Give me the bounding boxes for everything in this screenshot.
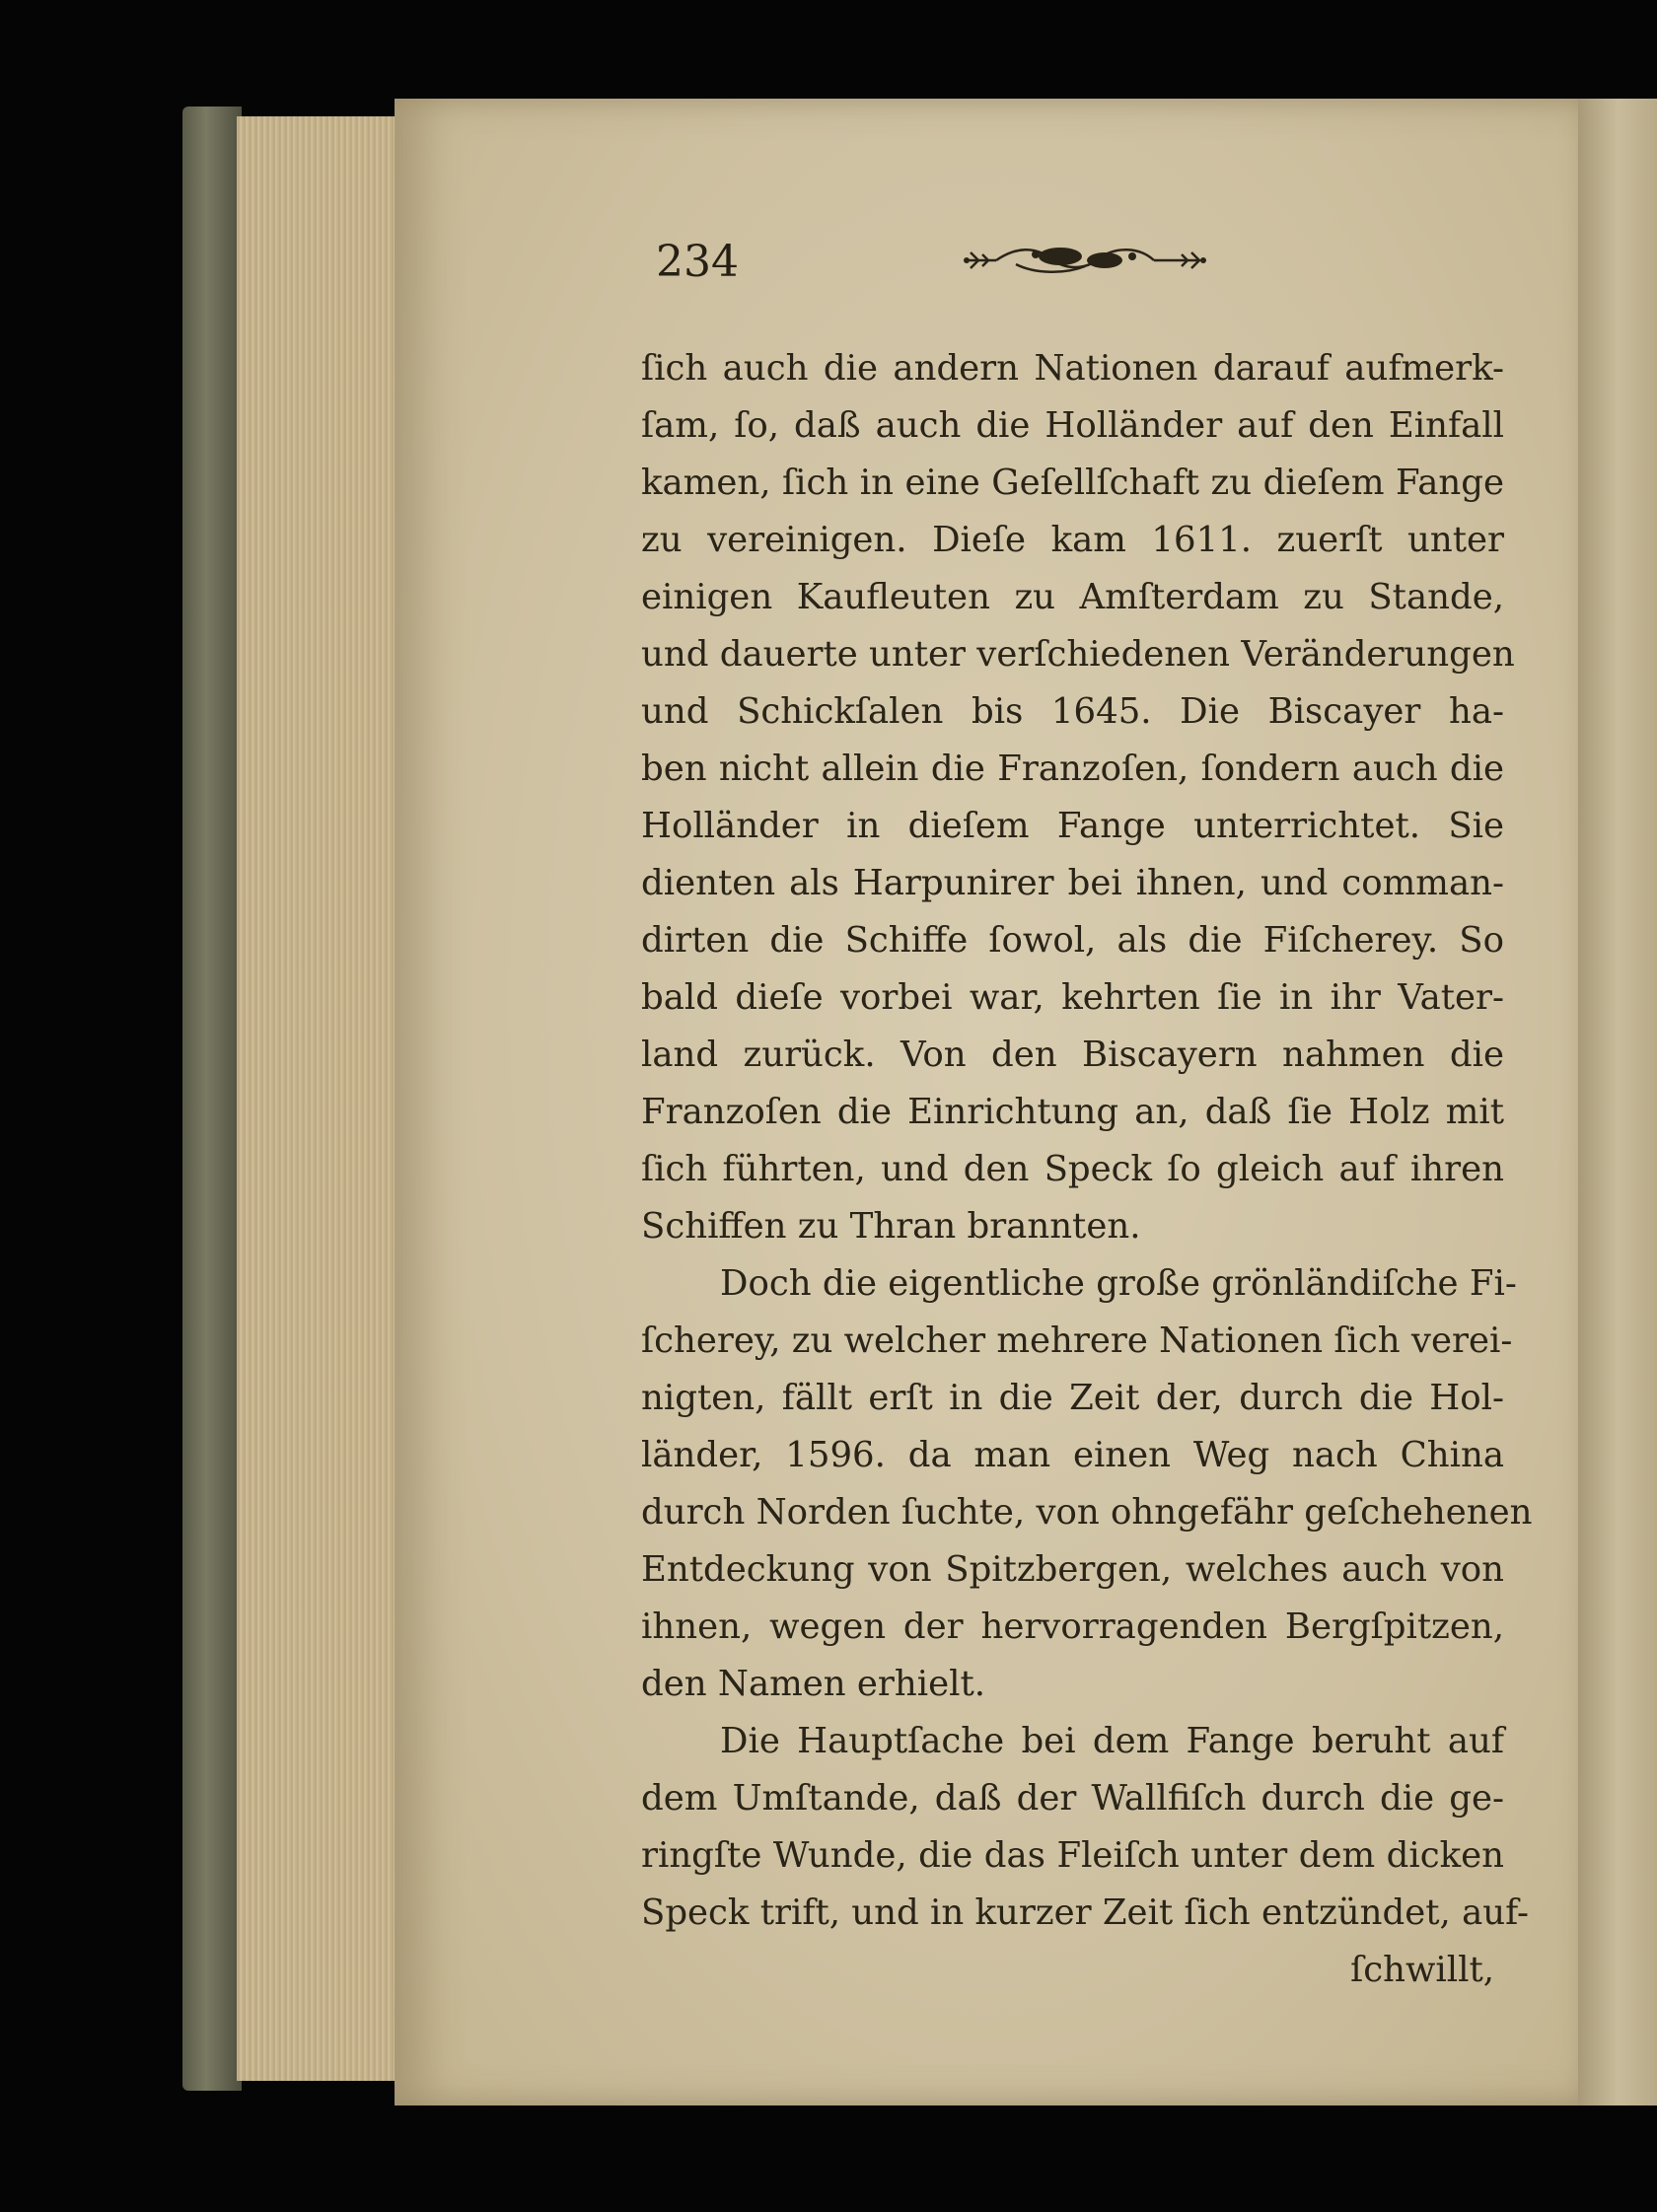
text-line: Holländer in dieſem Fange unterrichtet. Sie (641, 806, 1504, 846)
book-cover-edge (182, 107, 242, 2091)
text-line: dem Umſtande, daß der Wallfiſch durch die ge- (641, 1778, 1504, 1819)
page-header (656, 237, 1228, 296)
text-line: und dauerte unter verſchiedenen Veränderungen (641, 634, 1515, 675)
text-line: durch Norden ſuchte, von ohngefähr geſchehenen (641, 1492, 1533, 1533)
header-ornament-icon (957, 239, 1213, 282)
page-number: 234 (656, 237, 739, 287)
text-line: nigten, fällt erſt in die Zeit der, durch die Hol- (641, 1378, 1504, 1418)
text-line: und Schickſalen bis 1645. Die Biscayer ha- (641, 691, 1504, 732)
facing-page-edge (1578, 99, 1657, 2105)
text-line: ſich führten, und den Speck ſo gleich auf ihren (641, 1149, 1504, 1189)
text-line: ben nicht allein die Franzoſen, ſondern auch die (641, 749, 1504, 789)
text-line: ihnen, wegen der hervorragenden Bergſpitzen, (641, 1606, 1504, 1647)
text-line: ſcherey, zu welcher mehrere Nationen ſich verei- (641, 1320, 1513, 1361)
text-line: Doch die eigentliche große grönländiſche Fi- (720, 1263, 1517, 1304)
text-line: einigen Kaufleuten zu Amſterdam zu Stande, (641, 577, 1504, 617)
text-line: zu vereinigen. Dieſe kam 1611. zuerſt unter (641, 520, 1504, 560)
text-line: Schiffen zu Thran brannten. (641, 1206, 1141, 1247)
text-line: ringſte Wunde, die das Fleiſch unter dem dicken (641, 1835, 1504, 1876)
text-line: Speck trift, und in kurzer Zeit ſich entzündet, auf- (641, 1892, 1529, 1933)
text-line: ſich auch die andern Nationen darauf aufmerk- (641, 348, 1504, 389)
text-line: den Namen erhielt. (641, 1664, 986, 1704)
text-line: dirten die Schiffe ſowol, als die Fiſcherey. So (641, 920, 1504, 961)
text-line: dienten als Harpunirer bei ihnen, und comman- (641, 863, 1504, 903)
text-line: kamen, ſich in eine Geſellſchaft zu dieſem Fange (641, 463, 1504, 503)
text-line: ſam, ſo, daß auch die Holländer auf den Einfall (641, 405, 1504, 446)
text-line: Franzoſen die Einrichtung an, daß ſie Holz mit (641, 1092, 1504, 1132)
body-text (641, 340, 1533, 1999)
catchword: ſchwillt, (1350, 1950, 1494, 1990)
text-line: Die Hauptſache bei dem Fange beruht auf (720, 1721, 1504, 1761)
text-line: land zurück. Von den Biscayern nahmen die (641, 1035, 1504, 1075)
text-line: bald dieſe vorbei war, kehrten ſie in ihr Vater- (641, 977, 1504, 1018)
text-line: Entdeckung von Spitzbergen, welches auch von (641, 1549, 1504, 1590)
page-stack-edge (237, 116, 404, 2081)
text-line: länder, 1596. da man einen Weg nach China (641, 1435, 1504, 1475)
